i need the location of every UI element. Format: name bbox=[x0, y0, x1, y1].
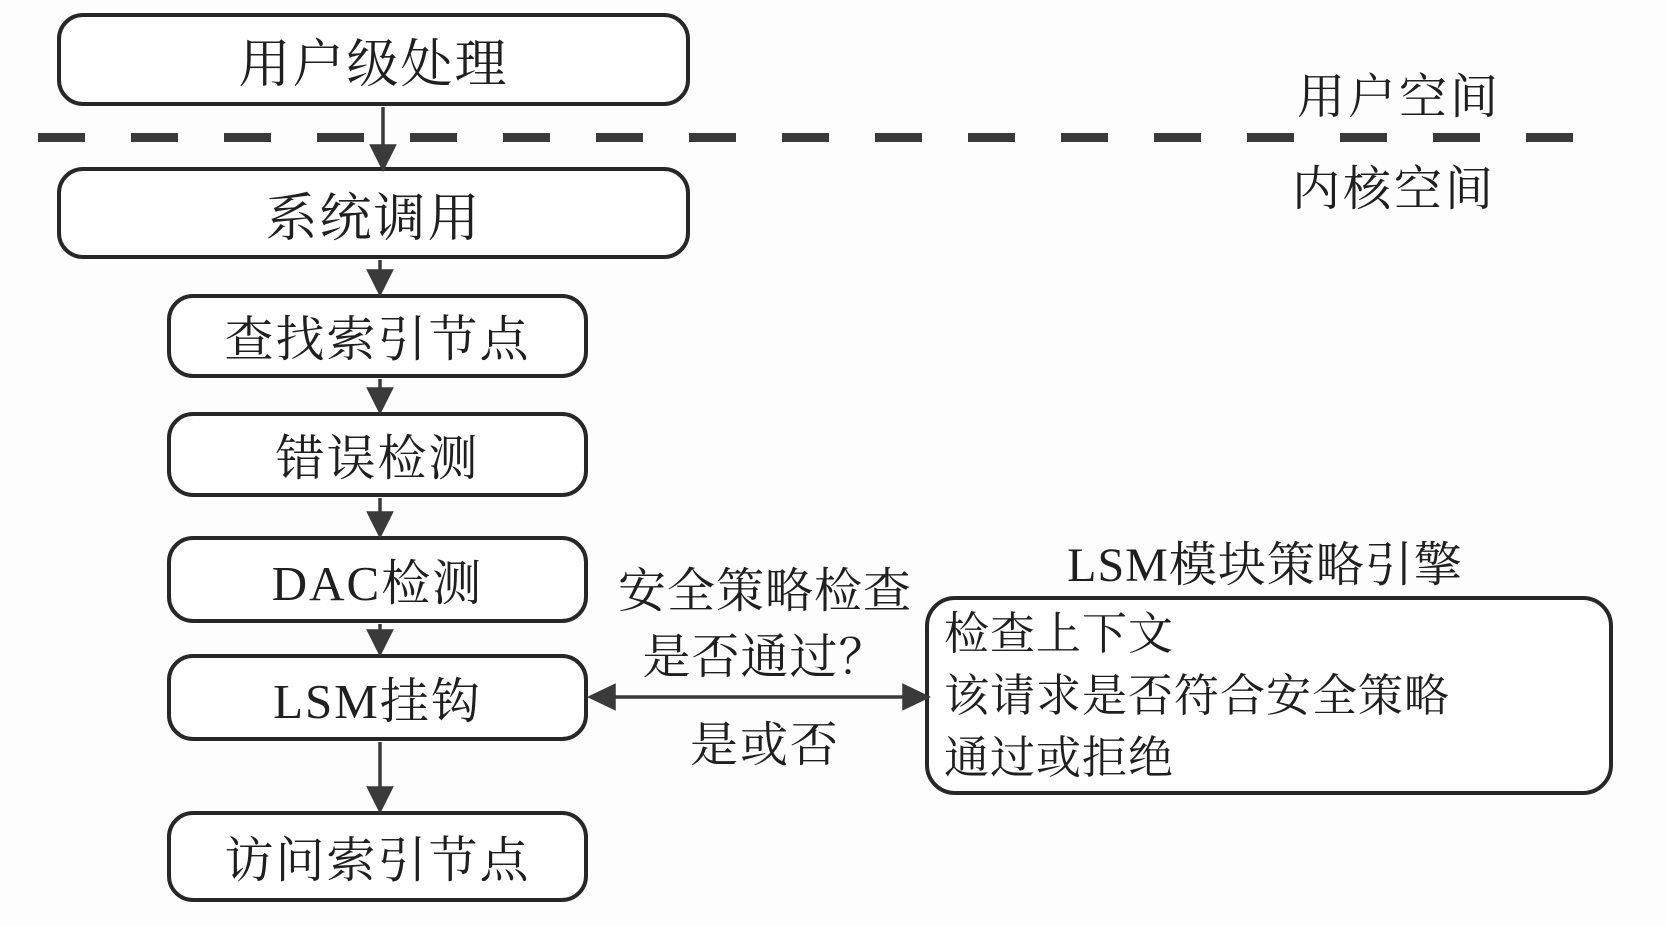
arrowhead-findinode-to-error bbox=[369, 389, 391, 411]
node-lsm-hook-label: LSM挂钩 bbox=[273, 673, 482, 729]
node-user-level-process-label: 用户级处理 bbox=[238, 37, 509, 94]
arrowhead-dac-to-lsmhook bbox=[369, 631, 391, 653]
arrowhead-user-to-syscall bbox=[372, 146, 394, 168]
arrowhead-syscall-to-findinode bbox=[369, 271, 391, 293]
user-kernel-divider bbox=[38, 133, 1598, 142]
node-policy-engine bbox=[925, 596, 1613, 795]
node-dac-check bbox=[167, 536, 588, 623]
arrowhead-left-lsmhook bbox=[591, 686, 614, 708]
node-user-level-process bbox=[57, 13, 690, 106]
label-kernel-space: 内核空间 bbox=[1292, 163, 1497, 216]
node-error-detect-label: 错误检测 bbox=[275, 430, 480, 486]
policy-engine-line2: 该请求是否符合安全策略 bbox=[944, 670, 1451, 721]
policy-engine-line3: 通过或拒绝 bbox=[944, 732, 1175, 783]
node-lsm-hook bbox=[167, 654, 588, 741]
label-user-space: 用户空间 bbox=[1297, 71, 1502, 124]
node-error-detect bbox=[167, 412, 588, 497]
node-find-inode bbox=[167, 294, 588, 378]
node-dac-check-label: DAC检测 bbox=[271, 555, 484, 611]
arrowhead-right-policyengine bbox=[904, 686, 927, 708]
label-security-check-question-line2: 是否通过？ bbox=[642, 631, 888, 684]
node-access-inode bbox=[167, 811, 588, 902]
node-system-call-label: 系统调用 bbox=[265, 190, 482, 248]
policy-engine-line1: 检查上下文 bbox=[944, 608, 1175, 659]
arrowhead-error-to-dac bbox=[369, 513, 391, 535]
label-policy-engine-title: LSM模块策略引擎 bbox=[1067, 539, 1463, 592]
label-yes-or-no: 是或否 bbox=[689, 719, 840, 772]
label-security-check-question-line1: 安全策略检查 bbox=[617, 565, 912, 618]
node-access-inode-label: 访问索引节点 bbox=[224, 832, 531, 888]
arrowhead-lsmhook-to-access bbox=[369, 788, 391, 810]
node-system-call bbox=[57, 167, 690, 259]
node-find-inode-label: 查找索引节点 bbox=[224, 312, 531, 367]
